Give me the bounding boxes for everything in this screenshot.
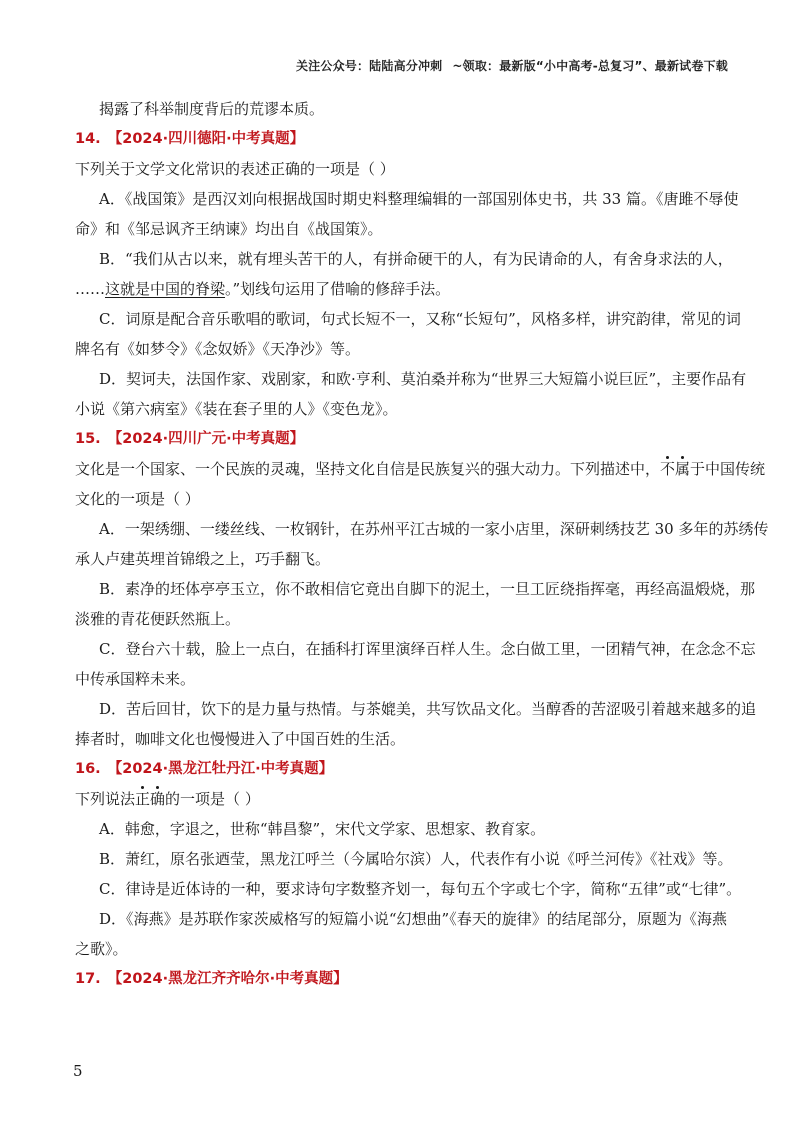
option-b-line2: 淡雅的青花便跃然瓶上。: [75, 610, 241, 628]
stem-prefix: 文化是一个国家、一个民族的灵魂，坚持文化自信是民族复兴的强大动力。下列描述中，: [75, 460, 661, 478]
document-body: [75, 94, 769, 994]
option-b-ellipsis: ……: [75, 280, 105, 298]
option-c-line2: 中传承国粹未来。: [75, 670, 196, 688]
option-b-line1: B．素净的坯体亭亭玉立，你不敢相信它竟出自脚下的泥土，一旦工匠绕指挥毫，再经高温煅烧，那: [99, 580, 756, 598]
question-stem: 下列关于文学文化常识的表述正确的一项是（ ）: [75, 160, 395, 178]
option-a-line2: 命》和《邹忌讽齐王纳谏》均出自《战国策》。: [75, 220, 383, 238]
question-heading: [75, 124, 727, 154]
header-right-text: ~领取：最新版“小中高考-总复习”、最新试卷下载: [452, 59, 728, 73]
stem-prefix: 下列说法: [75, 790, 136, 808]
option-b-line1: B．“我们从古以来，就有埋头苦干的人，有拼命硬干的人，有为民请命的人，有舍身求法的人，: [99, 250, 733, 268]
question-16: [75, 754, 742, 964]
emphasis-char: 确: [150, 784, 165, 814]
question-source: 【2024·黑龙江齐齐哈尔·中考真题】: [107, 971, 348, 987]
question-heading: [75, 964, 727, 994]
option-a-line1: A．韩愈，字退之，世称“韩昌黎”，宋代文学家、思想家、教育家。: [99, 820, 546, 838]
option-c-line2: 牌名有《如梦令》《念奴娇》《天净沙》等。: [75, 340, 361, 358]
underlined-sentence: 这就是中国的脊梁: [105, 280, 226, 298]
question-source: 【2024·四川德阳·中考真题】: [107, 131, 305, 147]
page-number: 5: [73, 1062, 83, 1080]
emphasis-char: 属: [675, 454, 690, 484]
question-14: [75, 124, 747, 424]
question-number: 16.: [75, 761, 101, 777]
question-number: 15.: [75, 431, 101, 447]
stem-suffix: 的一项是（ ）: [165, 790, 260, 808]
option-c-line1: C．律诗是近体诗的一种，要求诗句字数整齐划一，每句五个字或七个字，简称“五律”或“七律”。: [99, 880, 742, 898]
option-c-line1: C．登台六十载，脸上一点白，在插科打诨里演绎百样人生。念白做工里，一团精气神，在念念不忘: [99, 640, 756, 658]
emphasis-char: 不: [660, 454, 675, 484]
question-number: 17.: [75, 971, 101, 987]
option-d-line2: 之歌》。: [75, 940, 128, 958]
option-d-line2: 小说《第六病室》《装在套子里的人》《变色龙》。: [75, 400, 398, 418]
option-a-line1: A．《战国策》是西汉刘向根据战国时期史料整理编辑的一部国别体史书，共 33 篇。《唐雎不辱使: [99, 190, 739, 208]
option-b-line1: B．萧红，原名张迺莹，黑龙江呼兰（今属哈尔滨）人，代表作有小说《呼兰河传》《社戏》等。: [99, 850, 733, 868]
question-heading: [75, 424, 727, 454]
option-d-line2: 捧者时，咖啡文化也慢慢进入了中国百姓的生活。: [75, 730, 406, 748]
question-source: 【2024·四川广元·中考真题】: [107, 431, 305, 447]
page-header: [296, 57, 728, 74]
option-d-line1: D．苦后回甘，饮下的是力量与热情。与茶媲美，共写饮品文化。当醇香的苦涩吸引着越来越多的追: [99, 700, 757, 718]
stem-suffix: 于中国传统: [690, 460, 766, 478]
intro-line: 揭露了科举制度背后的荒谬本质。: [99, 100, 325, 118]
emphasis-char: 正: [135, 784, 150, 814]
question-stem-line1: [75, 454, 766, 484]
option-b-line2: [75, 274, 727, 304]
option-d-line1: D．《海燕》是苏联作家茨威格写的短篇小说“幻想曲”《春天的旋律》的结尾部分，原题为《海燕: [99, 910, 727, 928]
option-a-line1: A．一架绣绷、一缕丝线、一枚钢针，在苏州平江古城的一家小店里，深研刺绣技艺 30 多年的苏绣传: [99, 520, 769, 538]
question-number: 14.: [75, 131, 101, 147]
option-d-line1: D．契诃夫，法国作家、戏剧家，和欧·亨利、莫泊桑并称为“世界三大短篇小说巨匠”，主要作品有: [99, 370, 747, 388]
question-heading: [75, 754, 727, 784]
option-b-suffix: 。”划线句运用了借喻的修辞手法。: [225, 280, 451, 298]
question-17: [75, 964, 727, 994]
question-15: [75, 424, 769, 754]
question-source: 【2024·黑龙江牡丹江·中考真题】: [107, 761, 334, 777]
option-a-line2: 承人卢建英埋首锦缎之上，巧手翻飞。: [75, 550, 331, 568]
question-stem: [75, 784, 727, 814]
header-left-text: 关注公众号：陆陆高分冲刺: [295, 59, 443, 73]
option-c-line1: C．词原是配合音乐歌唱的歌词，句式长短不一，又称“长短句”，风格多样，讲究韵律，常见的词: [99, 310, 741, 328]
question-stem-line2: 文化的一项是（ ）: [75, 490, 200, 508]
